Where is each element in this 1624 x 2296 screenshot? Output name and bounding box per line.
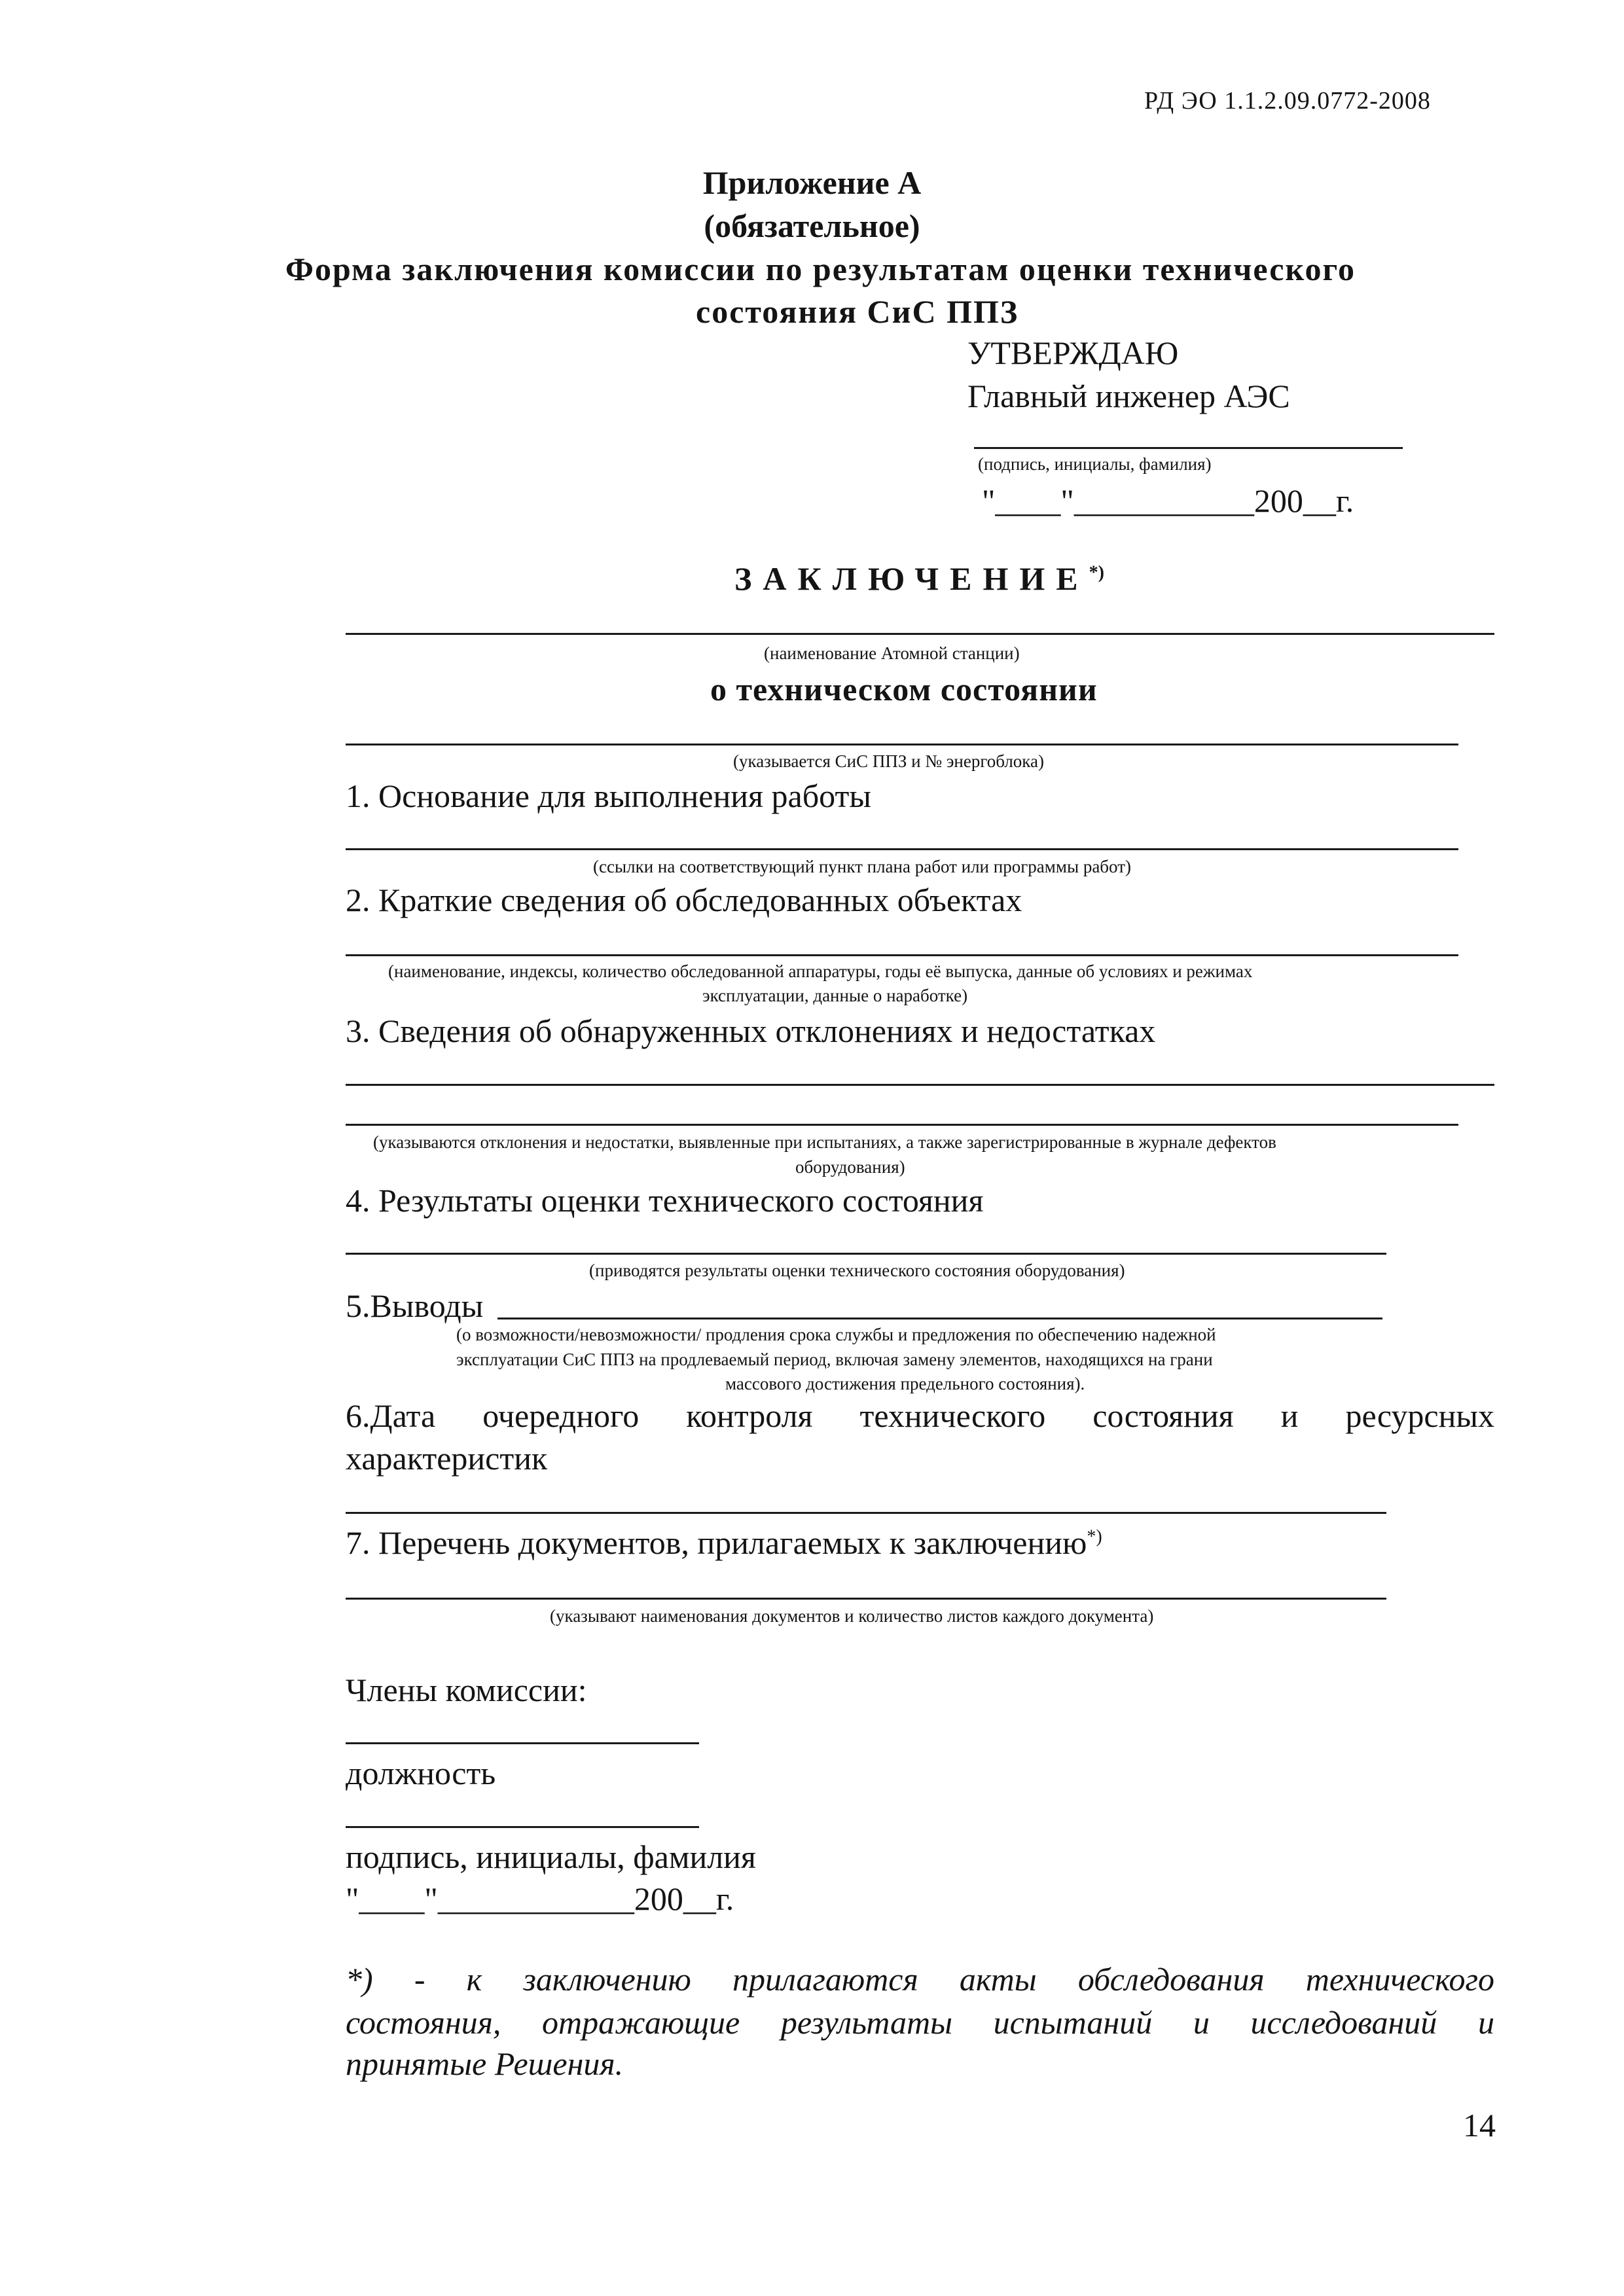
- section-3-heading: 3. Сведения об обнаруженных отклонениях и недостатках: [346, 1013, 1156, 1049]
- commission-date: "____"____________200__г.: [346, 1880, 734, 1917]
- section-7-line: [346, 1598, 1386, 1600]
- document-code: РД ЭО 1.1.2.09.0772-2008: [1144, 87, 1431, 115]
- footnote-word: -: [414, 1961, 425, 1998]
- footnote-mark: *): [1089, 562, 1104, 583]
- section-7-caption: (указывают наименования документов и количество листов каждого документа): [550, 1606, 1154, 1626]
- footnote-word: технического: [1305, 1961, 1494, 1998]
- form-title-line2: состояния СиС ППЗ: [696, 293, 1019, 330]
- approver-signature-line: [974, 447, 1403, 449]
- section-6-heading-line2: характеристик: [346, 1440, 548, 1477]
- appendix-title: Приложение А: [702, 164, 922, 201]
- object-caption: (указывается СиС ППЗ и № энергоблока): [733, 751, 1044, 771]
- section-6-word: технического: [859, 1397, 1046, 1434]
- footnote-word: акты: [959, 1961, 1037, 1998]
- section-5-heading: 5.Выводы: [346, 1287, 484, 1324]
- section-5-caption-line3: массового достижения предельного состояния).: [725, 1374, 1085, 1393]
- approve-label: УТВЕРЖДАЮ: [967, 334, 1179, 371]
- section-4-caption: (приводятся результаты оценки технического состояния оборудования): [589, 1261, 1125, 1280]
- approver-signature-caption: (подпись, инициалы, фамилия): [978, 454, 1212, 474]
- appendix-status: (обязательное): [704, 207, 920, 244]
- section-5-caption-line1: (о возможности/невозможности/ продления срока службы и предложения по обеспечению надежной: [456, 1325, 1216, 1344]
- footnote-word: *): [346, 1961, 373, 1998]
- footnote-word: испытаний: [993, 2004, 1153, 2041]
- commission-position-label: должность: [346, 1755, 496, 1791]
- footnote-word: отражающие: [542, 2004, 740, 2041]
- approver-position: Главный инженер АЭС: [967, 378, 1290, 414]
- approval-date: "____"___________200__г.: [982, 482, 1354, 519]
- object-line: [346, 744, 1458, 745]
- section-6-word: контроля: [686, 1397, 813, 1434]
- section-6-line: [346, 1512, 1386, 1514]
- section-5-caption-line2: эксплуатации СиС ППЗ на продлеваемый период, включая замену элементов, находящихся на грани: [456, 1350, 1213, 1369]
- footnote-word: и: [1477, 2004, 1494, 2041]
- footnote-line3: принятые Решения.: [346, 2045, 624, 2082]
- conclusion-subtitle: о техническом состоянии: [710, 671, 1098, 708]
- section-1-heading: 1. Основание для выполнения работы: [346, 778, 871, 814]
- form-title-line1: Форма заключения комиссии по результатам оценки технического: [285, 251, 1356, 287]
- section-6-word: состояния: [1092, 1397, 1234, 1434]
- section-6-word: и: [1280, 1397, 1299, 1434]
- footnote-word: заключению: [523, 1961, 691, 1998]
- section-7-footnote-mark: *): [1087, 1526, 1102, 1547]
- section-3-line-1: [346, 1084, 1494, 1086]
- section-7-heading: 7. Перечень документов, прилагаемых к заключению*): [346, 1524, 1102, 1561]
- footnote-word: к: [466, 1961, 482, 1998]
- section-4-line: [346, 1253, 1386, 1255]
- section-2-caption-line2: эксплуатации, данные о наработке): [702, 986, 968, 1005]
- commission-signature-line: [346, 1826, 699, 1828]
- section-1-line: [346, 848, 1458, 850]
- commission-member-line: [346, 1742, 699, 1744]
- footnote-word: обследования: [1077, 1961, 1265, 1998]
- section-1-caption: (ссылки на соответствующий пункт плана работ или программы работ): [593, 857, 1131, 876]
- section-6-word: 6.Дата: [346, 1397, 436, 1434]
- section-6-word: ресурсных: [1345, 1397, 1494, 1434]
- section-2-heading: 2. Краткие сведения об обследованных объектах: [346, 882, 1022, 918]
- footnote-word: результаты: [780, 2004, 952, 2041]
- section-6-heading: [346, 1397, 1494, 1435]
- footnote-word: прилагаются: [732, 1961, 918, 1998]
- footnote-line2: [346, 2003, 1494, 2041]
- section-3-line-2: [346, 1124, 1458, 1126]
- station-name-line: [346, 633, 1494, 635]
- section-2-line: [346, 954, 1458, 956]
- section-5-line: [497, 1318, 1382, 1319]
- conclusion-title: ЗАКЛЮЧЕНИЕ*): [734, 560, 1104, 597]
- commission-signature-label: подпись, инициалы, фамилия: [346, 1839, 756, 1875]
- section-2-caption-line1: (наименование, индексы, количество обследованной аппаратуры, годы её выпуска, данные об условиях и режимах: [388, 961, 1253, 981]
- section-6-word: очередного: [482, 1397, 640, 1434]
- section-4-heading: 4. Результаты оценки технического состояния: [346, 1182, 984, 1219]
- page-number: 14: [1463, 2107, 1496, 2144]
- footnote-word: состояния,: [346, 2004, 501, 2041]
- footnote-line1: [346, 1960, 1494, 1998]
- section-3-caption-line1: (указываются отклонения и недостатки, выявленные при испытаниях, а также зарегистрированные в журнале дефектов: [373, 1132, 1276, 1152]
- commission-members-label: Члены комиссии:: [346, 1672, 587, 1708]
- footnote-word: и: [1193, 2004, 1210, 2041]
- footnote-word: исследований: [1250, 2004, 1437, 2041]
- section-3-caption-line2: оборудования): [795, 1157, 905, 1177]
- station-name-caption: (наименование Атомной станции): [764, 643, 1020, 663]
